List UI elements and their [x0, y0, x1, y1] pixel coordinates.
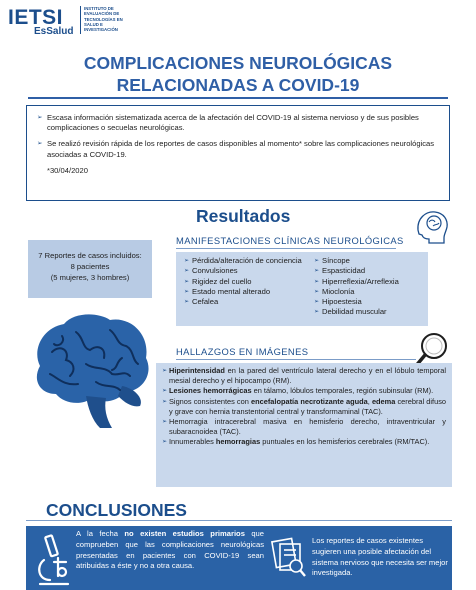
list-item: ➢ Convulsiones	[184, 266, 314, 276]
manifestations-column-2	[314, 256, 426, 318]
manifestations-column-1	[184, 256, 314, 307]
conclusion-left-a: A la fecha	[76, 529, 125, 538]
essalud-logo: EsSalud	[34, 26, 74, 37]
institute-name: INSTITUTO DE EVALUACIÓN DE TECNOLOGÍAS EN SALUD E INVESTIGACIÓN	[84, 6, 123, 33]
cases-count: 7 Reportes de casos incluidos:	[38, 251, 142, 260]
intro-box	[26, 105, 450, 201]
brain-illustration	[26, 304, 156, 434]
list-item: ➢ Rigidez del cuello	[184, 277, 314, 287]
finding-5-text-a: Innumerables	[169, 437, 216, 447]
list-item: ➢ Estado mental alterado	[184, 287, 314, 297]
conclusion-left-b: que comprueben que las complicaciones neurológicas presentadas en pacientes con COVID-19 sean atribuidas a éste y no a otra causa.	[76, 529, 265, 571]
header	[0, 0, 476, 42]
findings-heading: HALLAZGOS EN IMÁGENES	[176, 346, 309, 357]
finding-item-4: ➢ Hemorragia intracerebral masiva en hemisferio derecho, intraventricular y subaracnoidea (TAC).	[162, 417, 446, 437]
results-heading: Resultados	[196, 206, 291, 226]
finding-3-bold-1: encefalopatía necrotizante aguda	[250, 396, 368, 406]
patients-count: 8 pacientes	[70, 262, 110, 271]
list-item: ➢ Espasticidad	[314, 266, 426, 276]
finding-3-bold-2: edema	[371, 396, 396, 406]
patients-sex: (5 mujeres, 3 hombres)	[50, 273, 130, 282]
conclusions-heading: CONCLUSIONES	[46, 500, 187, 520]
list-item: ➢ Síncope	[314, 256, 426, 266]
conclusion-right-text: Los reportes de casos existentes sugieren una posible afectación del sistema nervioso que necesita ser mejor investigada.	[312, 536, 448, 578]
documents-icon	[270, 534, 308, 578]
manifestations-panel	[176, 252, 428, 326]
finding-2-text: en tálamo, lóbulos temporales, región subinsular (RM).	[251, 386, 434, 396]
manifestations-heading: MANIFESTACIONES CLÍNICAS NEUROLÓGICAS	[176, 235, 404, 246]
conclusion-left-bold: no existen estudios primarios	[124, 529, 245, 538]
list-item: ➢ Pérdida/alteración de conciencia	[184, 256, 314, 266]
list-item: ➢ Hipoestesia	[314, 297, 426, 307]
title-divider	[28, 97, 448, 99]
cases-summary	[28, 240, 152, 298]
conclusions-divider	[26, 520, 452, 521]
list-item: ➢ Debilidad muscular	[314, 307, 426, 317]
finding-item-1	[162, 366, 446, 386]
title-line-2: RELACIONADAS A COVID-19	[116, 75, 360, 95]
intro-bullet-1: ➢ Escasa información sistematizada acerca de la afectación del COVID-19 al sistema nervioso y de sus posibles complicaciones o secuelas neurológicas.	[37, 113, 439, 133]
conclusions-banner	[26, 526, 452, 590]
list-item: ➢ Cefalea	[184, 297, 314, 307]
title-line-1: COMPLICACIONES NEUROLÓGICAS	[83, 53, 393, 73]
logo-divider	[80, 6, 81, 34]
conclusion-left-text	[76, 529, 264, 572]
head-brain-icon	[414, 208, 450, 244]
finding-5-text-b: puntuales en los hemisferios cerebrales (RM/TAC).	[260, 437, 430, 447]
findings-panel	[156, 363, 452, 487]
intro-date-note: *30/04/2020	[47, 165, 88, 175]
finding-2-bold: Lesiones hemorrágicas	[169, 386, 252, 396]
finding-3-text-a: Signos consistentes con	[169, 396, 251, 406]
finding-item-5	[162, 437, 446, 447]
finding-3-text-b: ,	[367, 396, 372, 406]
page-title	[40, 52, 436, 96]
finding-1-text: en la pared del ventrículo lateral derecho y en el lóbulo temporal mesial derecho y el hipocampo (RM).	[169, 366, 446, 386]
findings-underline	[176, 359, 416, 360]
manifestations-underline	[176, 248, 396, 249]
finding-1-bold: Hiperintensidad	[169, 366, 225, 375]
finding-item-3	[162, 397, 446, 417]
finding-5-bold: hemorragias	[215, 437, 261, 447]
finding-item-2	[162, 386, 446, 396]
list-item: ➢ Mioclonía	[314, 287, 426, 297]
ietsi-logo: IETSI	[8, 6, 64, 29]
finding-3-text-c: cerebral difuso y grave con hernia transtentorial central y transformaminal (TAC).	[169, 396, 447, 416]
intro-bullet-2: ➢ Se realizó revisión rápida de los reportes de casos disponibles al momento* sobre las complicaciones neurológicas asociadas a COVID-19.	[37, 139, 439, 159]
list-item: ➢ Hiperreflexia/Arreflexia	[314, 277, 426, 287]
microscope-icon	[34, 532, 74, 588]
